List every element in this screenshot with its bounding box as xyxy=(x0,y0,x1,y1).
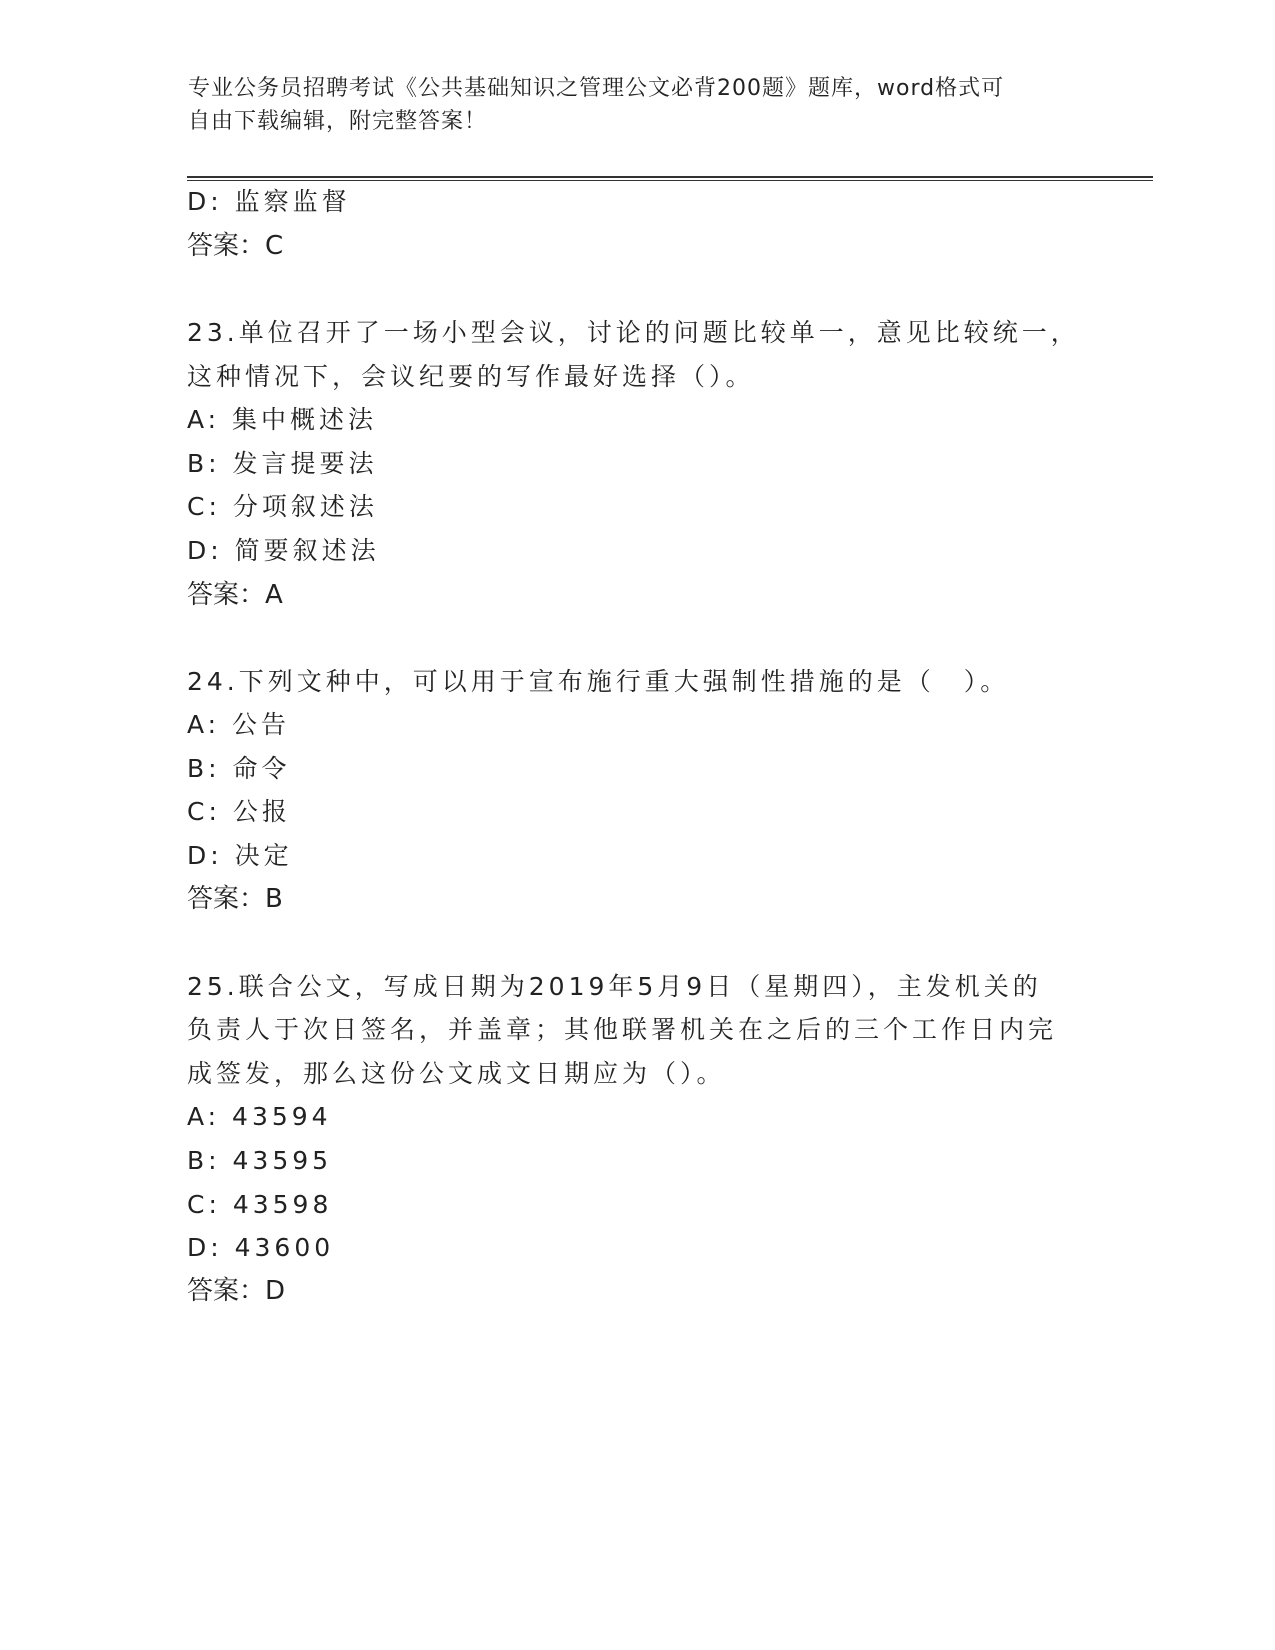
answer-prev: 答案：C xyxy=(187,231,284,261)
page-header xyxy=(188,72,1068,138)
question-23-option-c: C: 分项叙述法 xyxy=(187,492,378,521)
question-24-stem-line-1: 24.下列文种中，可以用于宣布施行重大强制性措施的是（ ）。 xyxy=(187,667,1010,696)
header-line-1: 专业公务员招聘考试《公共基础知识之管理公文必背200题》题库，word格式可 xyxy=(188,76,1005,101)
question-24-option-a: A: 公告 xyxy=(187,710,291,739)
question-23-option-d: D: 简要叙述法 xyxy=(187,536,380,565)
question-23-option-a: A: 集中概述法 xyxy=(187,405,378,434)
question-25-answer: 答案：D xyxy=(187,1276,286,1306)
option-d-prev: D: 监察监督 xyxy=(187,187,351,216)
header-line-2: 自由下载编辑，附完整答案！ xyxy=(188,109,488,134)
question-25-option-a: A: 43594 xyxy=(187,1102,332,1131)
question-23-stem-line-1: 23.单位召开了一场小型会议，讨论的问题比较单一，意见比较统一， xyxy=(187,318,1080,347)
question-25-option-b: B: 43595 xyxy=(187,1146,333,1175)
question-25-option-d: D: 43600 xyxy=(187,1233,335,1262)
question-25-stem-line-3: 成签发，那么这份公文成文日期应为（）。 xyxy=(187,1059,726,1088)
question-25-option-c: C: 43598 xyxy=(187,1190,333,1219)
question-23-stem-line-2: 这种情况下，会议纪要的写作最好选择（）。 xyxy=(187,362,755,391)
question-23-answer: 答案：A xyxy=(187,580,283,610)
question-25-stem-line-1: 25.联合公文，写成日期为2019年5月9日（星期四），主发机关的 xyxy=(187,972,1042,1001)
question-24-option-b: B: 命令 xyxy=(187,754,291,783)
question-24-option-d: D: 决定 xyxy=(187,841,293,870)
question-25-stem-line-2: 负责人于次日签名，并盖章；其他联署机关在之后的三个工作日内完 xyxy=(187,1015,1058,1044)
question-23-option-b: B: 发言提要法 xyxy=(187,449,378,478)
question-24-option-c: C: 公报 xyxy=(187,797,291,826)
question-24-answer: 答案：B xyxy=(187,884,283,914)
